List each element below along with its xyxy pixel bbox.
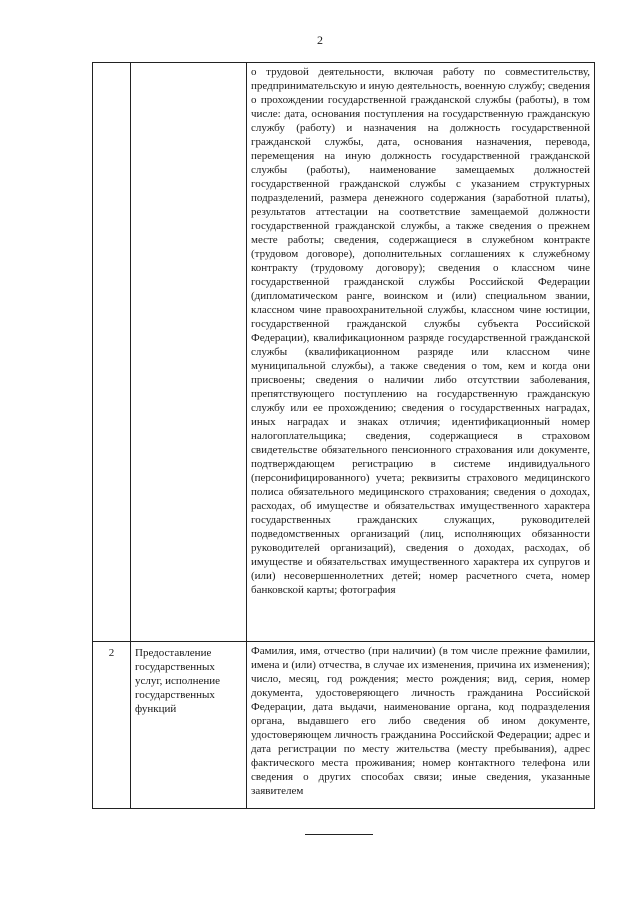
processing-purpose-cell: Предоставление государственных услуг, исполнение государственных функций: [131, 642, 247, 809]
personal-data-list-cell: Фамилия, имя, отчество (при наличии) (в том числе прежние фамилии, имена и (или) отчества, в случае их изменения, причина их изменения); число, месяц, год рождения; место рождения; вид, серия, номер документа, удостоверяющего личность гражданина Российской Федерации, дата выдачи, наименование органа, код подразделения органа, выдавшего его либо сведения об ином документе, удостоверяющем личность гражданина Российской Федерации; адрес и дата регистрации по месту жительства (месту пребывания), адрес фактического места проживания; номер контактного телефона или сведения о других способах связи; иные сведения, указанные заявителем: [247, 642, 595, 809]
row-number-cell: [93, 63, 131, 642]
footer-divider: [305, 834, 373, 835]
table-row: [93, 642, 595, 809]
personal-data-table: [92, 62, 595, 809]
table-row: [93, 63, 595, 642]
row-number-cell: 2: [93, 642, 131, 809]
page-number: 2: [317, 33, 323, 47]
personal-data-list-cell: о трудовой деятельности, включая работу по совместительству, предпринимательскую и иную деятельность, военную службу; сведения о прохождении государственной гражданской службы (работы), в том числе: дата, основания поступления на государственную гражданскую службу (работу) и назначения на должность государственной гражданской службы, дата, основания назначения, перевода, перемещения на иную должность государственной гражданской службы (работы), наименование замещаемых должностей государственной гражданской службы с указанием структурных подразделений, размера денежного содержания (заработной платы), результатов аттестации на соответствие замещаемой должности государственной гражданской службы, а также сведения о прежнем месте работы; сведения, содержащиеся в служебном контракте (трудовом договоре), дополнительных соглашениях к служебному контракту (трудовому договору); сведения о классном чине государственной гражданской службы Российской Федерации (дипломатическом ранге, воинском и (или) специальном звании, классном чине правоохранительной службы, классном чине юстиции, государственной гражданской службы субъекта Российской Федерации), квалификационном разряде государственной гражданской службы (квалификационном разряде или классном чине муниципальной службы), а также сведения о том, кем и когда они присвоены; сведения о наличии либо отсутствии заболевания, препятствующего поступлению на государственную гражданскую службу или ее прохождению; сведения о государственных наградах, иных наградах и знаках отличия; идентификационный номер налогоплательщика; сведения, содержащиеся в страховом свидетельстве обязательного пенсионного страхования или документе, подтверждающем регистрацию в системе индивидуального (персонифицированного) учета; реквизиты страхового медицинского полиса обязательного медицинского страхования; сведения о доходах, расходах, об имуществе и обязательствах имущественного характера государственных гражданских служащих, руководителей подведомственных организаций (лиц, исполняющих обязанности руководителей организаций), сведения о доходах, расходах, об имуществе и обязательствах имущественного характера их супругов и (или) несовершеннолетних детей; номер расчетного счета, номер банковской карты; фотография: [247, 63, 595, 642]
processing-purpose-cell: [131, 63, 247, 642]
